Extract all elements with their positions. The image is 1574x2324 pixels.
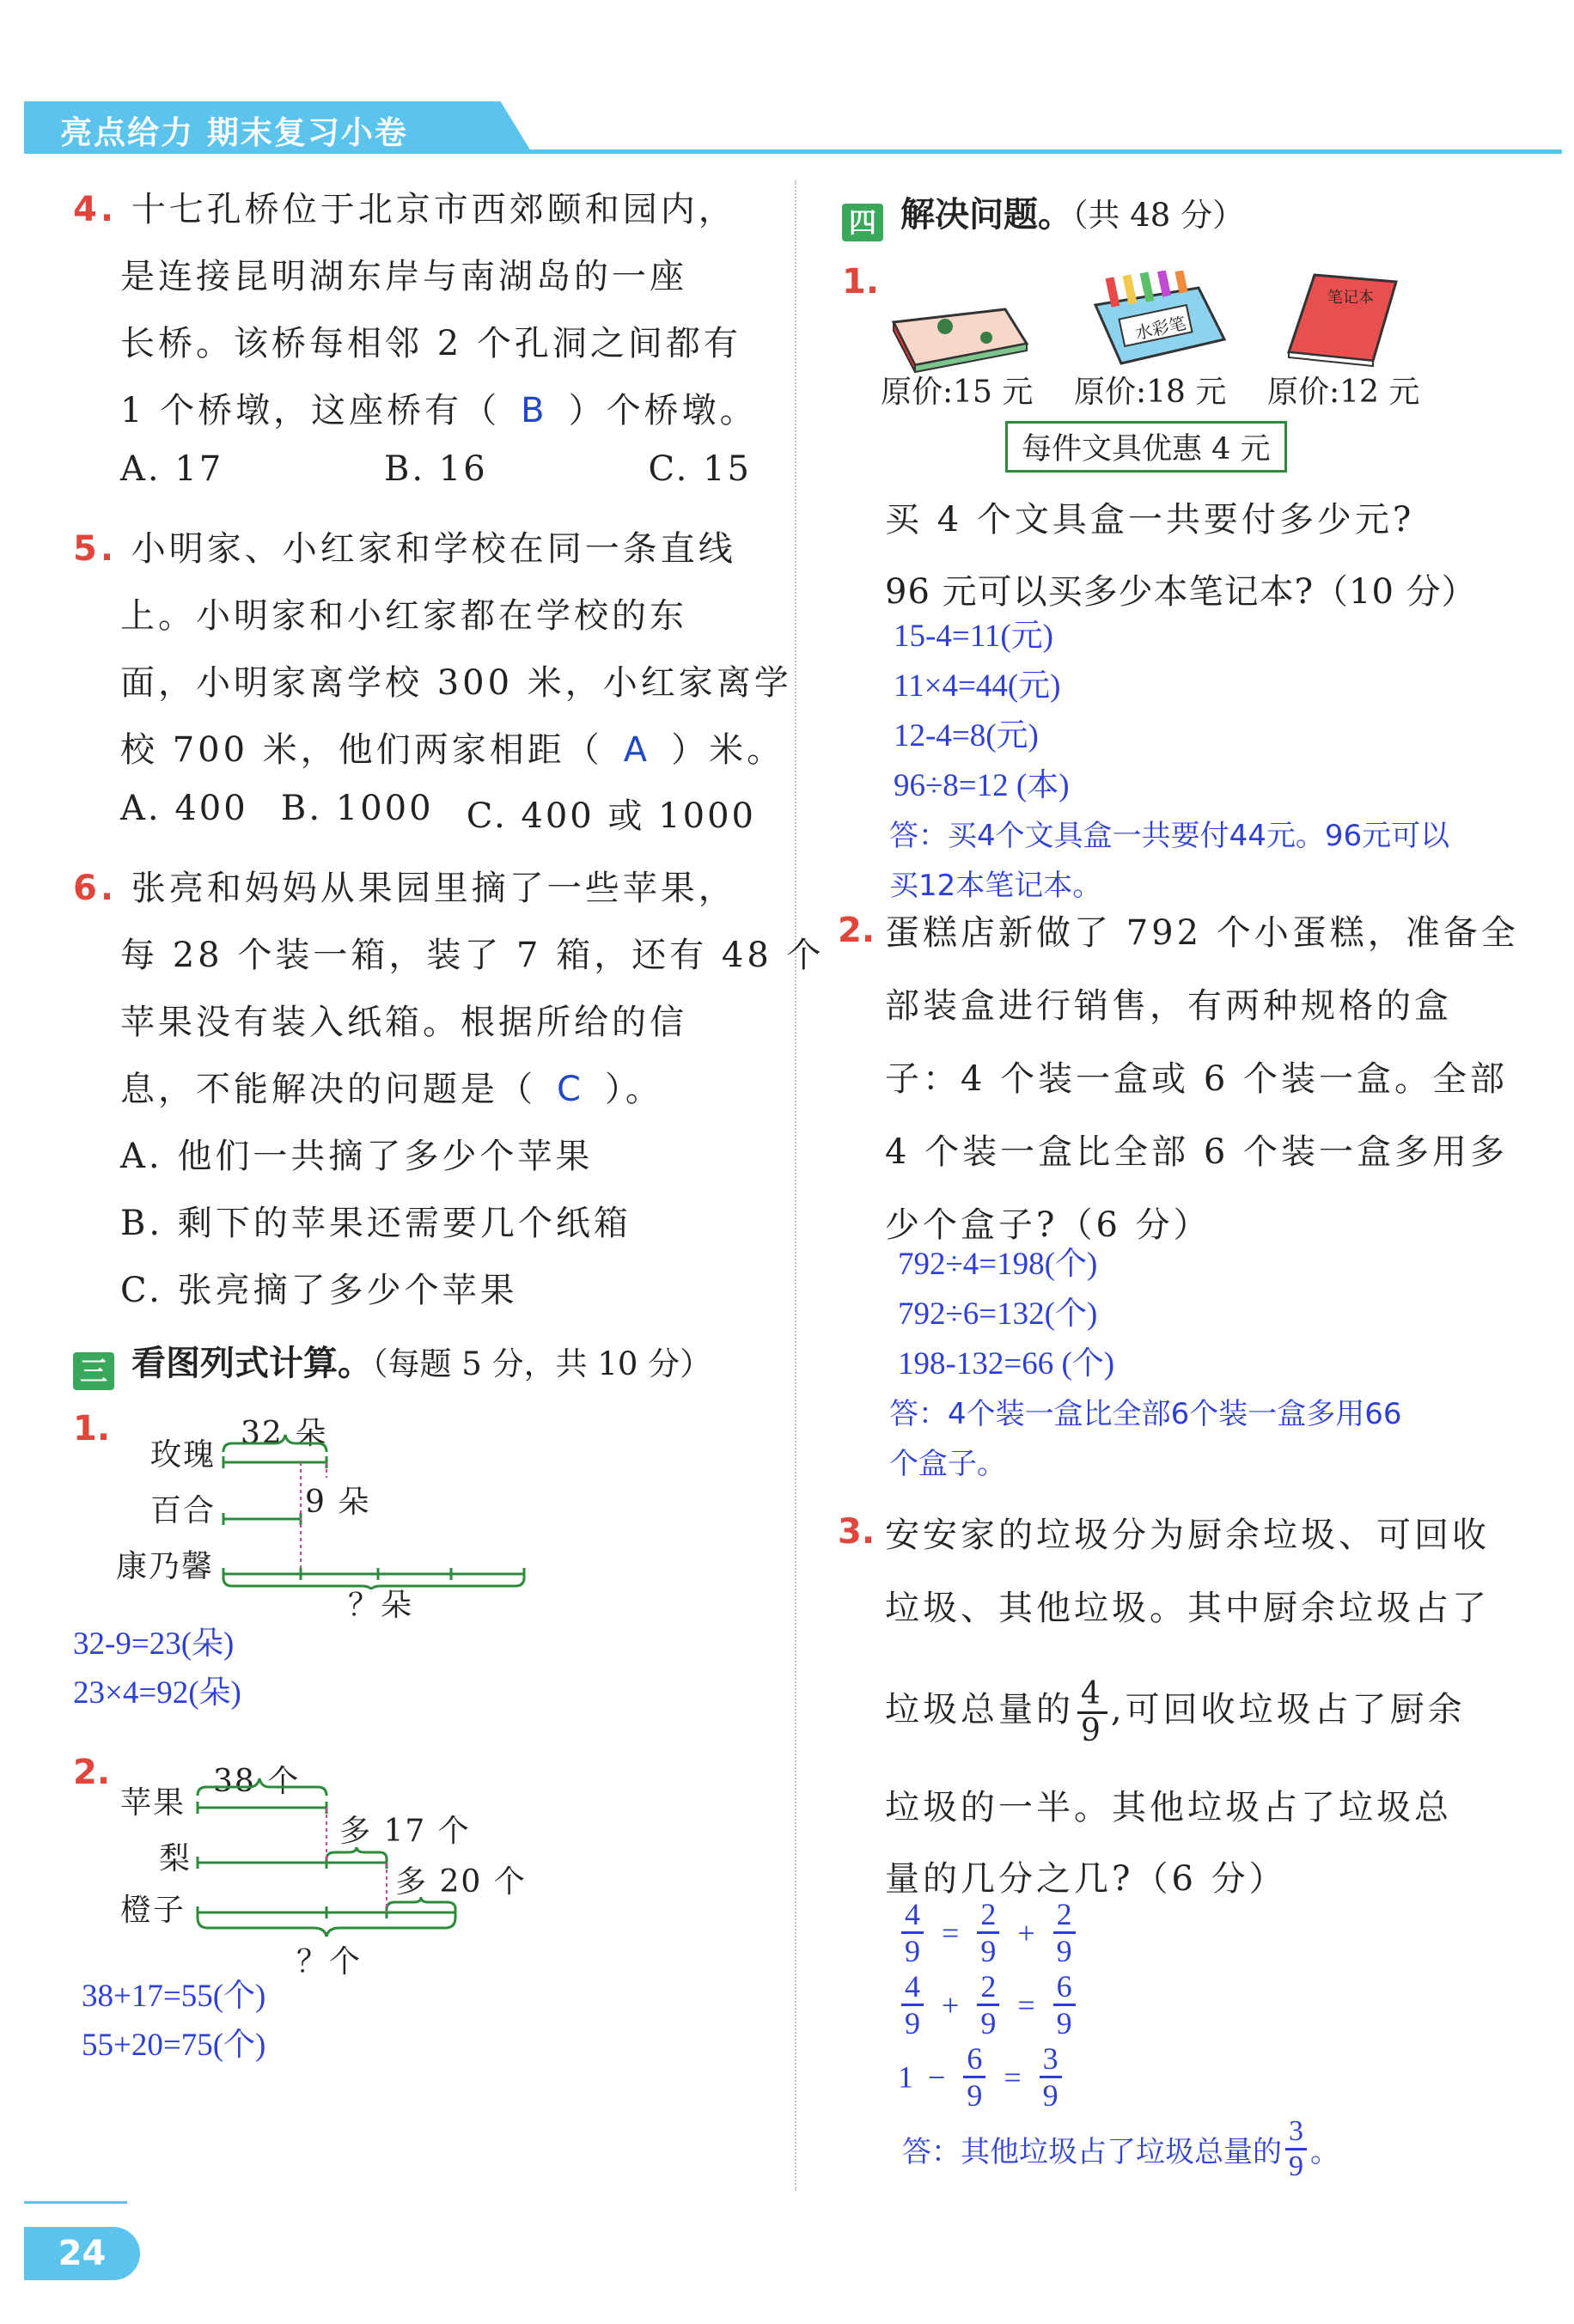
r3-line-2: 垃圾、其他垃圾。其中厨余垃圾占了 [885,1589,1490,1628]
q6-line-3: 苹果没有装入纸箱。根据所给的信 [120,1003,687,1042]
label-pear: 梨 [159,1841,192,1876]
label-38: 38 个 [213,1764,301,1799]
den: 9 [1056,2006,1072,2040]
problem-number: 2. [838,911,875,950]
q5-line-2: 上。小明家和小红家都在学校的东 [120,596,687,636]
q6-option-c: C. 张亮摘了多少个苹果 [120,1271,518,1310]
r3-line-4: 垃圾的一半。其他垃圾占了垃圾总 [885,1788,1452,1827]
r2-work-3: 198-132=66 (个) [898,1346,1115,1382]
question-number: 5. [73,529,118,569]
r2-line-2: 部装盒进行销售，有两种规格的盒 [885,986,1452,1026]
num: 4 [901,1897,924,1934]
diagram-fruit [189,1777,481,1949]
price-notebook: 原价:12 元 [1267,375,1420,410]
q6-line-4: 息，不能解决的问题是（ [120,1070,536,1109]
price-watercolor: 原价:18 元 [1074,375,1227,410]
frac [1040,2041,1062,2113]
r1-line-1: 买 4 个文具盒一共要付多少元? [885,500,1415,540]
eq-sign: = [942,1915,960,1950]
svg-text:笔记本: 笔记本 [1327,289,1374,307]
q4-line-1: 十七孔桥位于北京市西郊颐和园内， [131,190,736,229]
notebook-icon [1280,266,1400,369]
section-4-subtitle: （共 48 分） [1072,197,1245,234]
q6-option-a: A. 他们一共摘了多少个苹果 [120,1137,594,1176]
section-4-icon: 四 [842,204,883,241]
r2-line-3: 子：4 个装一盒或 6 个装一盒。全部 [885,1059,1509,1099]
label-lily: 百合 [150,1493,217,1528]
r3-work-3 [898,2041,1065,2113]
num: 3 [1040,2041,1062,2078]
den: 9 [1042,2078,1058,2113]
frac [963,2041,985,2113]
section-3-title: 看图列式计算。 [131,1344,372,1383]
q6-line-2: 每 28 个装一箱，装了 7 箱，还有 48 个 [120,936,825,975]
label-carnation: 康乃馨 [116,1549,215,1584]
question-number: 4. [73,190,118,229]
price-pencil-case: 原价:15 元 [881,375,1034,410]
den: 9 [980,2006,997,2040]
r1-line-2: 96 元可以买多少本笔记本?（10 分） [885,572,1477,612]
q5-options [120,789,756,838]
frac [901,1897,924,1968]
q6-option-b: B. 剩下的苹果还需要几个纸箱 [120,1204,631,1243]
eq-sign: = [1004,2059,1022,2095]
label-apple: 苹果 [120,1785,186,1821]
section-3-subtitle: （每题 5 分，共 10 分） [372,1345,712,1382]
option-b: B. 1000 [280,789,434,828]
r2-work-1: 792÷4=198(个) [898,1247,1098,1282]
q5-line-3: 面，小明家离学校 300 米，小红家离学 [120,663,792,703]
label-9: 9 朵 [305,1485,371,1520]
frac [977,1969,999,2040]
frac [1053,1969,1076,2040]
problem-number: 3. [838,1512,875,1552]
num: 6 [963,2041,985,2078]
num: 4 [901,1969,924,2006]
frac [1053,1897,1076,1968]
den: 9 [1056,1934,1072,1968]
one: 1 [898,2059,913,2095]
r3-answer-text: 答：其他垃圾占了垃圾总量的 [902,2135,1282,2169]
frac [977,1897,999,1968]
num: 6 [1053,1969,1076,2006]
denominator: 9 [1081,1712,1104,1748]
diagram-flowers [215,1426,541,1589]
label-rose: 玫瑰 [150,1437,217,1473]
r2-line-1: 蛋糕店新做了 792 个小蛋糕，准备全 [885,913,1519,953]
den: 9 [967,2078,983,2113]
option-c: C. 15 [648,449,752,489]
r3-answer-end: 。 [1310,2135,1339,2169]
r1-answer-1: 答：买4个文具盒一共要付44元。96元可以 [889,819,1450,853]
numerator: 4 [1077,1677,1107,1714]
r1-work-3: 12-4=8(元) [894,718,1039,753]
q6-line-1: 张亮和妈妈从果园里摘了一些苹果， [131,869,736,908]
r3-line-1: 安安家的垃圾分为厨余垃圾、可回收 [885,1516,1490,1555]
q5-answer: A [623,730,651,770]
svg-text:水彩笔: 水彩笔 [1132,312,1188,344]
label-32: 32 朵 [241,1416,328,1451]
den: 9 [1289,2150,1303,2182]
r2-answer-1: 答：4个装一盒比全部6个装一盒多用66 [889,1397,1402,1431]
r3-work-2 [898,1969,1079,2040]
page-number: 24 [24,2227,140,2280]
option-b: B. 16 [383,449,488,489]
question-4 [73,176,758,489]
header-title: 亮点给力 期末复习小卷 [60,114,408,151]
p2-work-line-2: 55+20=75(个) [82,2028,266,2063]
r2-text [885,897,1519,1262]
q6-answer: C [557,1070,584,1109]
r1-work-4: 96÷8=12 (本) [894,768,1070,803]
q5-line-1: 小明家、小红家和学校在同一条直线 [131,529,736,569]
section-3-icon: 三 [73,1352,114,1390]
num: 2 [977,1969,999,2006]
section-4-heading [842,187,1244,241]
num: 2 [1053,1897,1076,1934]
watercolor-pens-icon [1087,271,1229,374]
r3-line-3a: 垃圾总量的 [885,1690,1074,1729]
q4-line-5: ）个桥墩。 [568,391,758,430]
pencil-case-icon [885,296,1031,374]
problem-number: 2. [73,1753,111,1792]
question-number: 6. [73,869,118,908]
discount-box: 每件文具优惠 4 元 [1005,421,1287,473]
den: 9 [905,1934,920,1968]
p2-work-line-1: 38+17=55(个) [82,1979,266,2014]
question-6 [73,855,825,1324]
q5-line-4: 校 700 米，他们两家相距（ [120,730,603,770]
den: 9 [905,2006,920,2040]
section-3-heading [73,1336,711,1390]
q4-line-2: 是连接昆明湖东岸与南湖岛的一座 [120,257,687,296]
option-a: A. 400 [120,789,248,828]
option-a: A. 17 [120,449,224,489]
problem-number: 1. [73,1409,111,1449]
option-c: C. 400 或 1000 [466,796,756,836]
eq-sign: = [1017,1987,1035,2022]
question-5 [73,515,792,838]
p1-work-line-2: 23×4=92(朵) [73,1675,241,1711]
num: 3 [1285,2115,1307,2150]
num: 2 [977,1897,999,1934]
q4-options [120,449,752,489]
label-17-more: 多 17 个 [339,1814,471,1849]
problem-number: 1. [842,262,880,302]
q5-line-5: ）米。 [671,730,785,770]
q4-line-3: 长桥。该桥每相邻 2 个孔洞之间都有 [120,324,741,363]
r1-answer-2: 买12本笔记本。 [889,869,1102,903]
label-total-fruit: ？个 [296,1944,363,1979]
r1-work-1: 15-4=11(元) [894,619,1053,654]
label-orange: 橙子 [120,1893,186,1928]
plus-sign: + [1017,1915,1035,1950]
label-total-flowers: ？朵 [348,1588,414,1623]
r2-answer-2: 个盒子。 [889,1447,1006,1481]
r3-line-5: 量的几分之几?（6 分） [885,1859,1287,1899]
fraction-4-9 [1077,1677,1107,1748]
r2-work-2: 792÷6=132(个) [898,1296,1098,1332]
frac-3-9 [1285,2115,1307,2183]
page-number-rule [24,2201,127,2204]
section-4-title: 解决问题。 [900,195,1072,235]
frac [901,1969,924,2040]
r3-line-3 [885,1671,1466,1748]
p1-work-line-1: 32-9=23(朵) [73,1626,235,1662]
r3-answer [902,2115,1339,2183]
plus-sign: + [942,1987,960,2022]
den: 9 [980,1934,997,1968]
r2-line-5: 少个盒子?（6 分） [885,1205,1211,1245]
q4-line-4: 1 个桥墩，这座桥有（ [120,391,501,430]
r2-line-4: 4 个装一盒比全部 6 个装一盒多用多 [885,1132,1509,1172]
minus-sign: − [928,2059,946,2095]
r1-work-2: 11×4=44(元) [894,668,1061,704]
r3-work-1 [898,1897,1079,1968]
r3-line-3b: ,可回收垃圾占了厨余 [1110,1690,1466,1729]
label-20-more: 多 20 个 [395,1864,527,1900]
q4-answer: B [521,391,548,430]
q6-line-5: ）。 [604,1070,663,1109]
